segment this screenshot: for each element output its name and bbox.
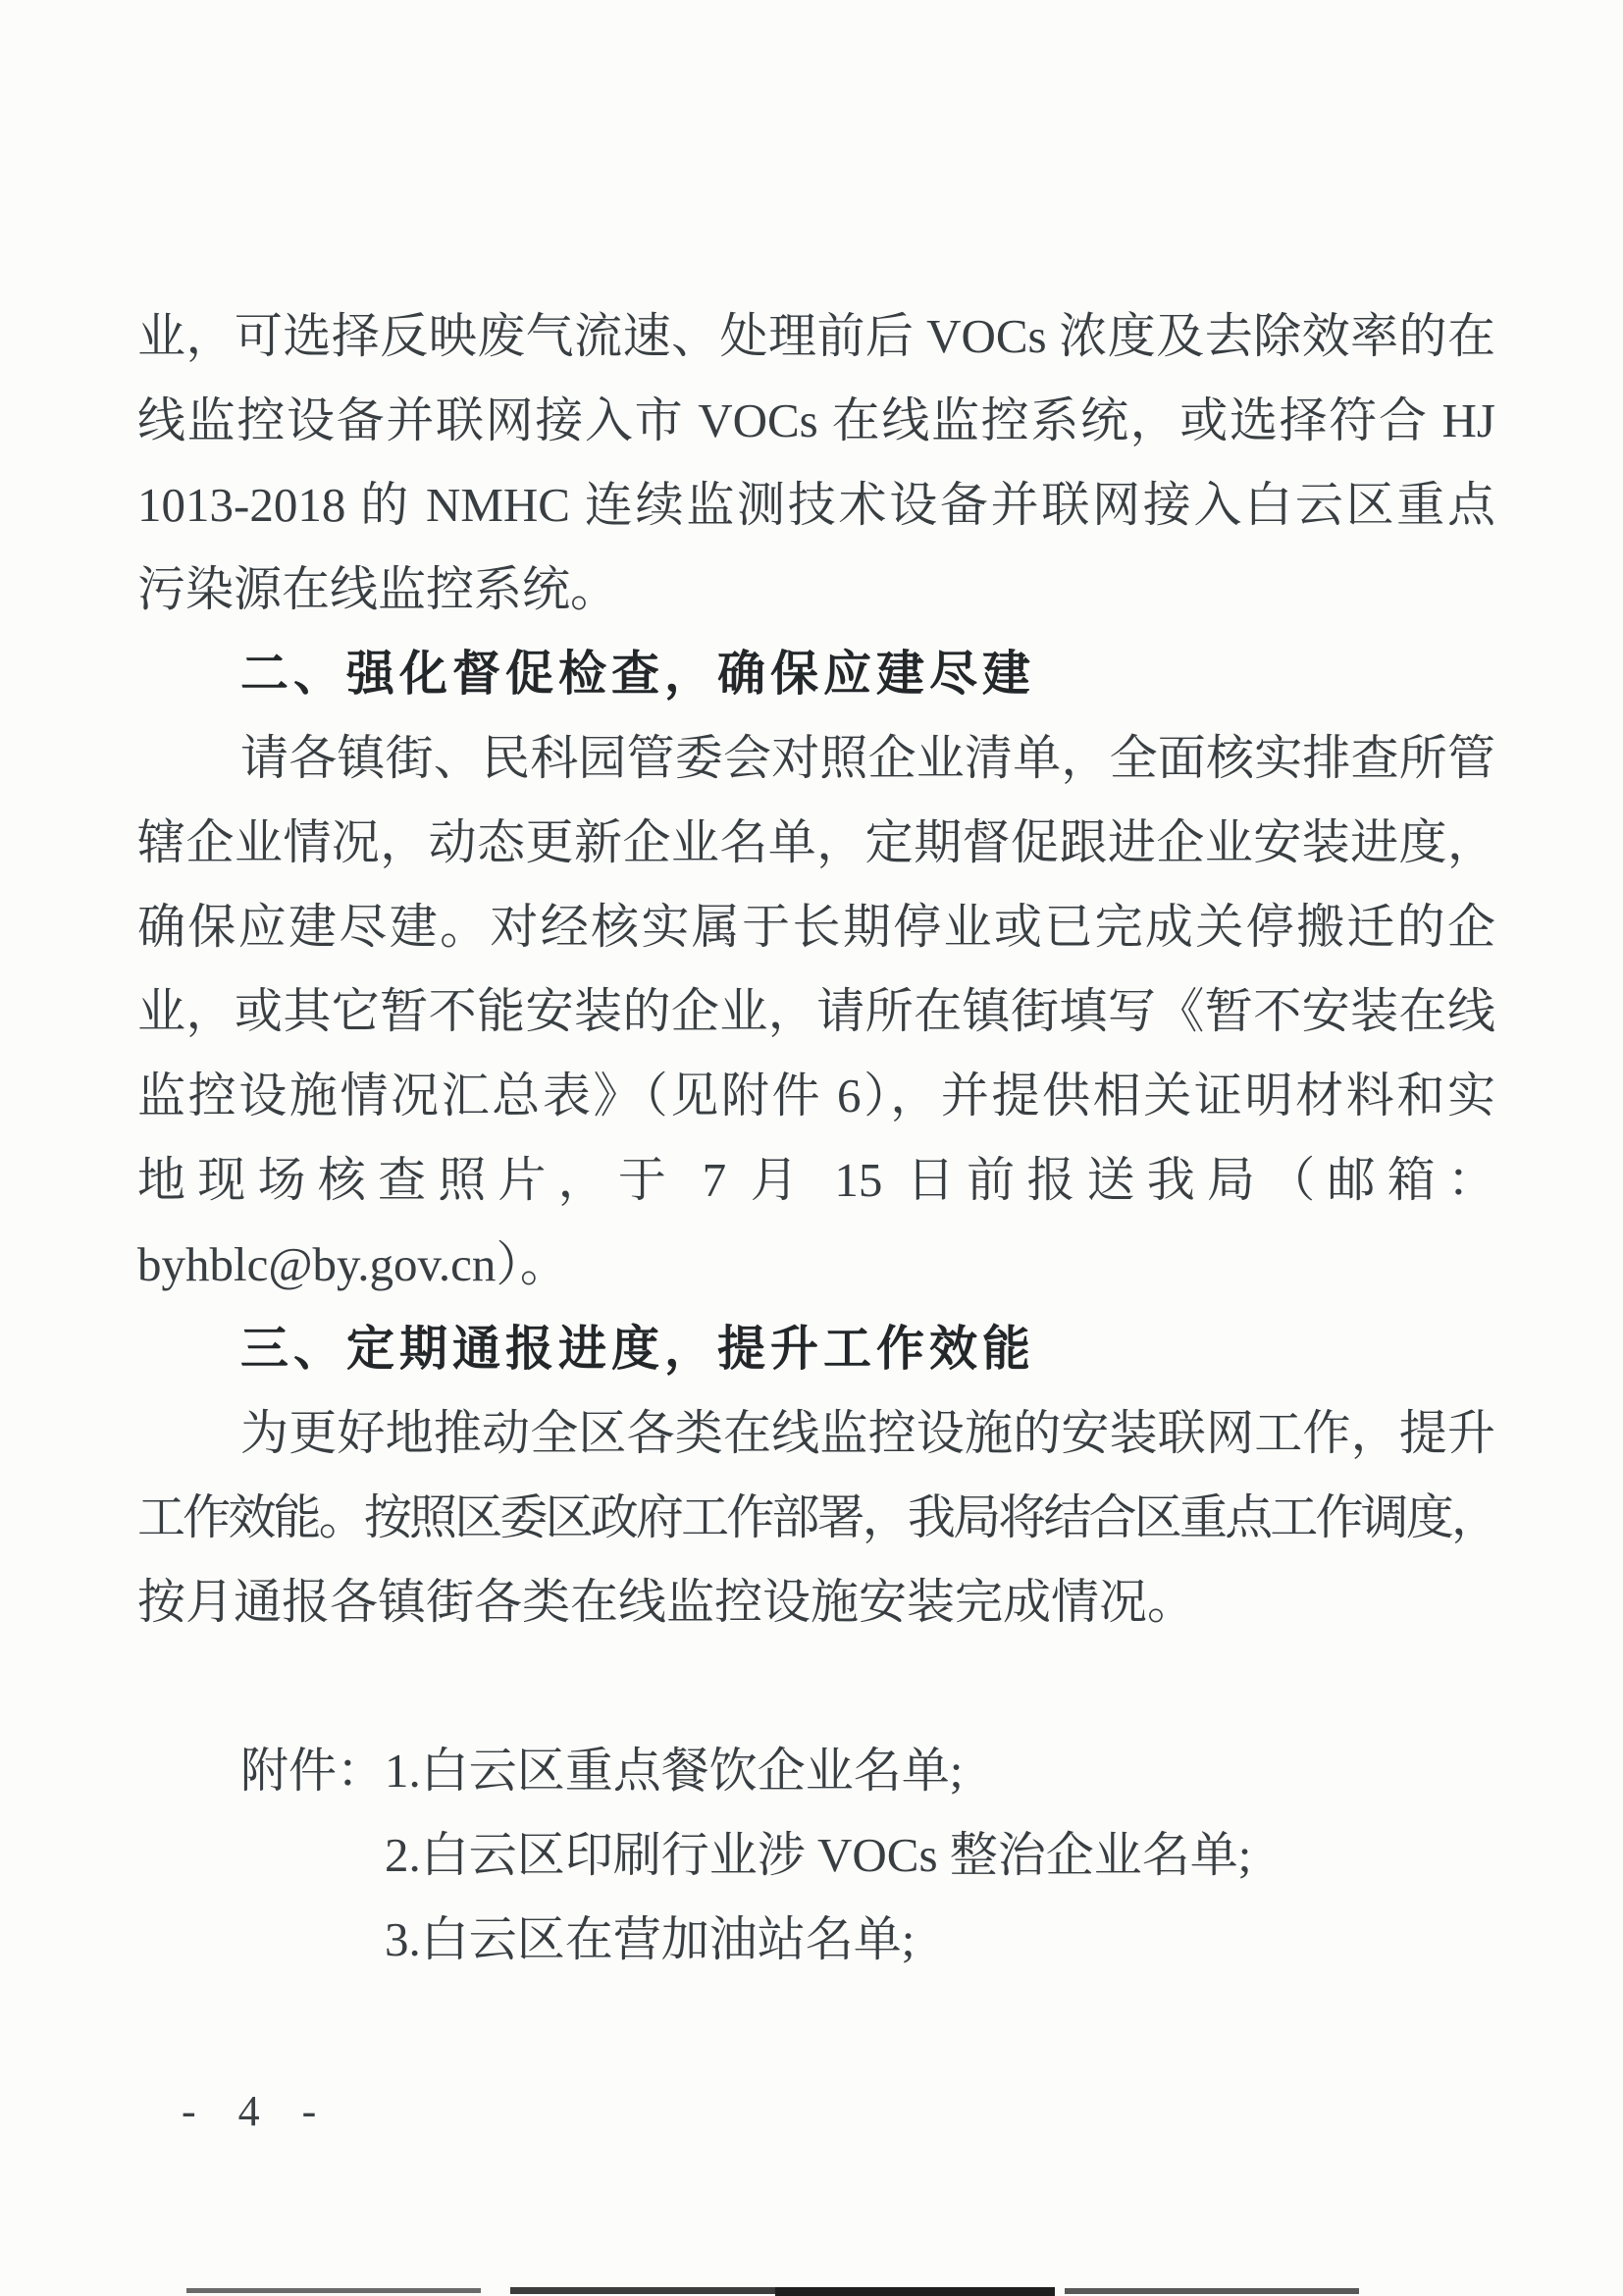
paragraph-line: 1013-2018 的 NMHC 连续监测技术设备并联网接入白云区重点 [137,478,1495,532]
paragraph-line: 污染源在线监控系统。 [137,562,619,616]
paragraph-line: 业，或其它暂不能安装的企业，请所在镇街填写《暂不安装在线 [137,984,1495,1038]
paragraph-line: 请各镇街、民科园管委会对照企业清单，全面核实排查所管 [240,731,1495,785]
paragraph-line: byhblc@by.gov.cn）。 [137,1237,568,1291]
paragraph-line: 为更好地推动全区各类在线监控设施的安装联网工作，提升 [240,1406,1495,1460]
paragraph-line: 按月通报各镇街各类在线监控设施安装完成情况。 [137,1575,1196,1629]
attachment-item: 2.白云区印刷行业涉 VOCs 整治企业名单; [385,1828,1252,1882]
section-heading-3: 三、定期通报进度，提升工作效能 [240,1323,1036,1376]
page-number: - 4 - [182,2087,333,2135]
scan-artifact [186,2288,481,2293]
paragraph-line: 辖企业情况，动态更新企业名单，定期督促跟进企业安装进度， [137,815,1495,869]
paragraph-line: 线监控设备并联网接入市 VOCs 在线监控系统，或选择符合 HJ [137,393,1495,447]
blank-line [137,1644,1495,1729]
attachments-list [385,1729,1251,1982]
attachments-block [240,1729,1495,1982]
attachments-label: 附件： [240,1744,386,1798]
scan-artifact [1065,2288,1359,2294]
paragraph-line: 工作效能。按照区委区政府工作部署，我局将结合区重点工作调度， [137,1490,1495,1544]
attachment-item: 1.白云区重点餐饮企业名单; [385,1744,964,1798]
paragraph-line: 监控设施情况汇总表》（见附件 6），并提供相关证明材料和实 [137,1069,1495,1122]
paragraph-line: 业，可选择反映废气流速、处理前后 VOCs 浓度及去除效率的在 [137,309,1495,363]
paragraph-line: 地现场核查照片，于 7 月 15 日前报送我局（邮箱： [137,1153,1495,1207]
scan-artifact [775,2287,1055,2296]
attachment-item: 3.白云区在营加油站名单; [385,1912,916,1966]
paragraph-line: 确保应建尽建。对经核实属于长期停业或已完成关停搬迁的企 [137,900,1495,954]
paragraph-section-3 [137,1391,1495,1644]
section-heading-2: 二、强化督促检查，确保应建尽建 [240,648,1036,701]
paragraph-continuation [137,294,1495,632]
paragraph-section-2 [137,716,1495,1307]
document-body [137,294,1495,1982]
scan-artifact [510,2287,775,2294]
